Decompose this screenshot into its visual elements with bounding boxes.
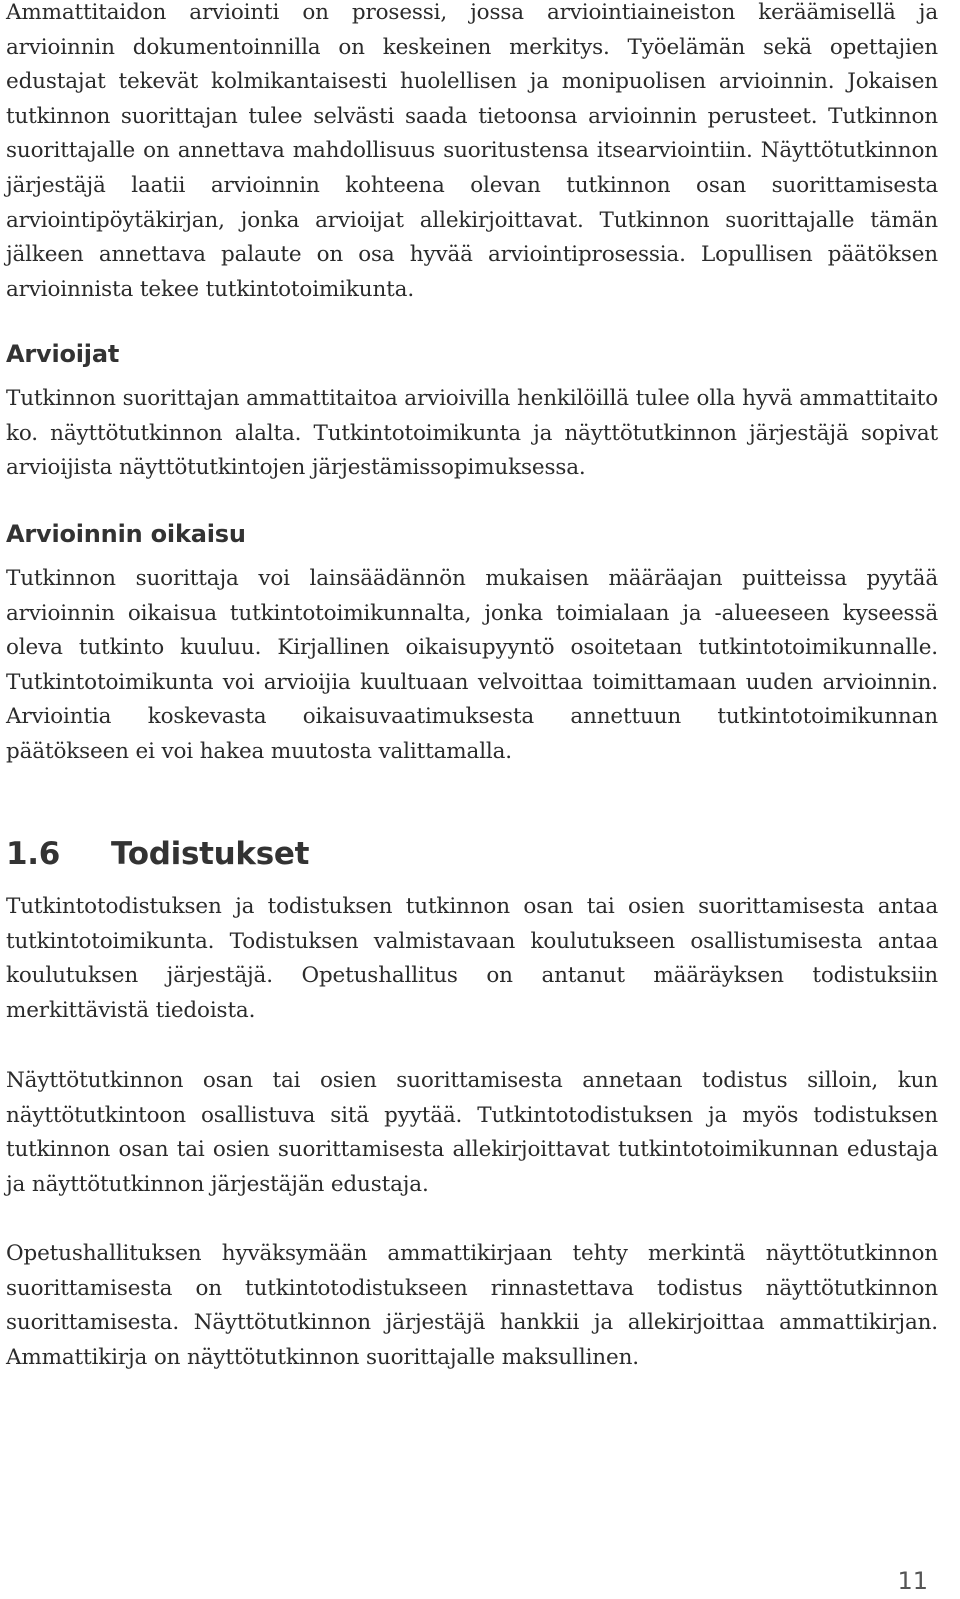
todistukset-paragraph-3: Opetushallituksen hyväksymään ammattikirjaan tehty merkintä näyttötutkinnon suorittamisesta on tutkintotodistukseen rinnastettava todistus näyttötutkinnon suorittamisesta. Näyttötutkinnon järjestäjä hankkii ja allekirjoittaa ammattikirjan. Ammattikirja on näyttötutkinnon suorittajalle maksullinen. (6, 1241, 938, 1370)
todistukset-section-heading (6, 836, 309, 872)
section-number: 1.6 (6, 836, 61, 872)
todistukset-paragraph-1: Tutkintotodistuksen ja todistuksen tutkinnon osan tai osien suorittamisesta antaa tutkintotoimikunta. Todistuksen valmistavaan koulutukseen osallistumisesta antaa koulutuksen järjestäjä. Opetushallitus on antanut määräyksen todistuksiin merkittävistä tiedoista. (6, 894, 938, 1023)
arvioijat-heading: Arvioijat (6, 340, 120, 368)
intro-paragraph: Ammattitaidon arviointi on prosessi, jossa arviointiaineiston keräämisellä ja arvioinnin dokumentoinnilla on keskeinen merkitys. Työelämän sekä opettajien edustajat tekevät kolmikantaisesti huolellisen ja monipuolisen arvioinnin. Jokaisen tutkinnon suorittajan tulee selvästi saada tietoonsa arvioinnin perusteet. Tutkinnon suorittajalle on annettava mahdollisuus suoritustensa itsearviointiin. Näyttötutkinnon järjestäjä laatii arvioinnin kohteena olevan tutkinnon osan suorittamisesta arviointipöytäkirjan, jonka arvioijat allekirjoittavat. Tutkinnon suorittajalle tämän jälkeen annettava palaute on osa hyvää arviointiprosessia. Lopullisen päätöksen arvioinnista tekee tutkintotoimikunta. (6, 0, 938, 302)
arvioijat-paragraph: Tutkinnon suorittajan ammattitaitoa arvioivilla henkilöillä tulee olla hyvä ammattitaito ko. näyttötutkinnon alalta. Tutkintotoimikunta ja näyttötutkinnon järjestäjä sopivat arvioijista näyttötutkintojen järjestämissopimuksessa. (6, 386, 938, 481)
oikaisu-paragraph: Tutkinnon suorittaja voi lainsäädännön mukaisen määräajan puitteissa pyytää arvioinnin oikaisua tutkintotoimikunnalta, jonka toimialaan ja -alueeseen kyseessä oleva tutkinto kuuluu. Kirjallinen oikaisupyyntö osoitetaan tutkintotoimikunnalle. Tutkintotoimikunta voi arvioijia kuultuaan velvoittaa toimittamaan uuden arvioinnin. Arviointia koskevasta oikaisuvaatimuksesta annettuun tutkintotoimikunnan päätökseen ei voi hakea muutosta valittamalla. (6, 566, 938, 764)
section-title: Todistukset (111, 836, 310, 872)
todistukset-paragraph-2: Näyttötutkinnon osan tai osien suorittamisesta annetaan todistus silloin, kun näyttötutkintoon osallistuva sitä pyytää. Tutkintotodistuksen ja myös todistuksen tutkinnon osan tai osien suorittamisesta allekirjoittavat tutkintotoimikunnan edustaja ja näyttötutkinnon järjestäjän edustaja. (6, 1068, 938, 1197)
oikaisu-heading: Arvioinnin oikaisu (6, 520, 246, 548)
page-number: 11 (897, 1567, 928, 1595)
